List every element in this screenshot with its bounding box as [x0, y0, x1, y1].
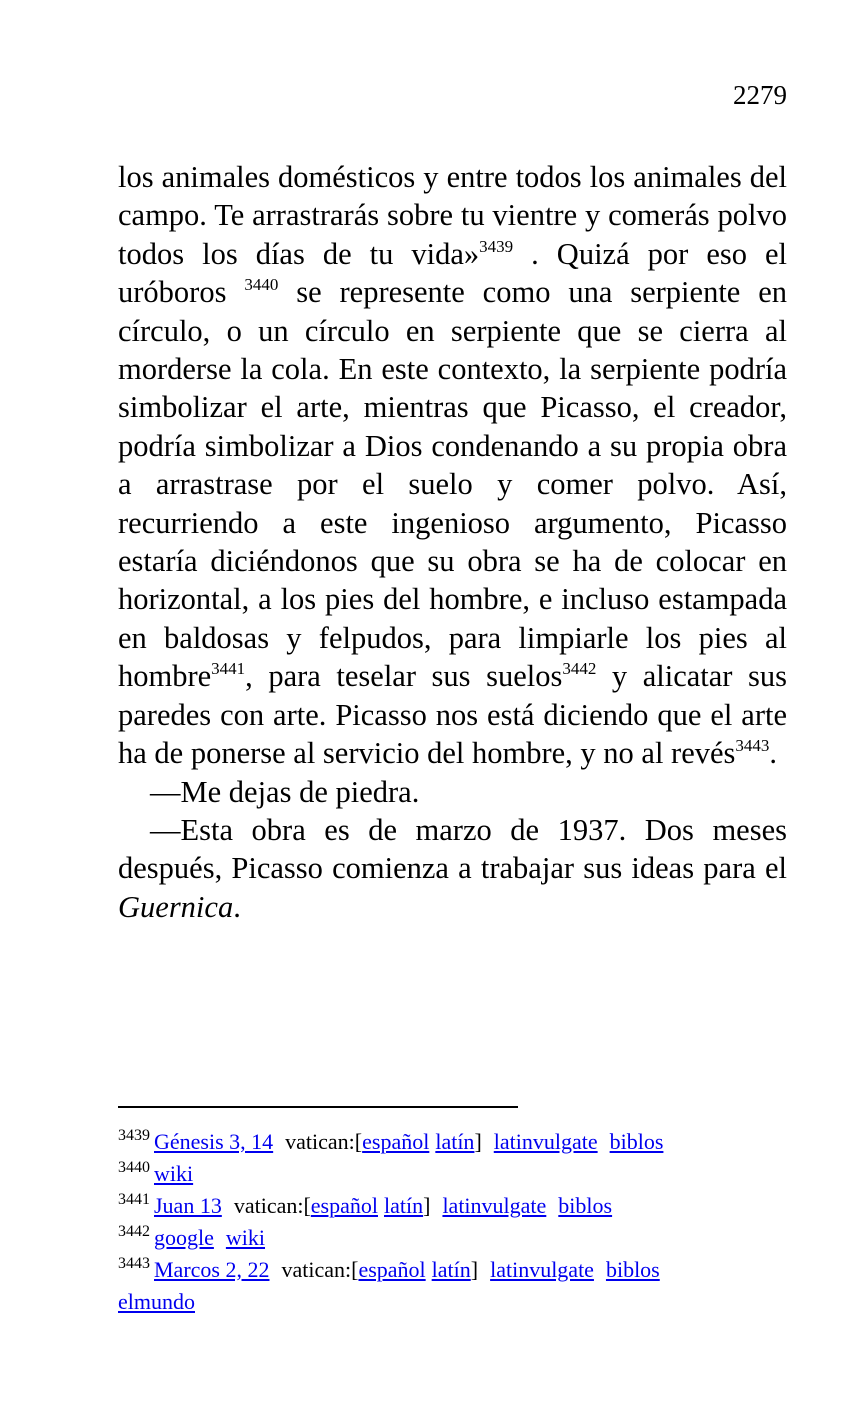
text-segment: los animales domésticos y entre todos los animales del campo. Te arrastrarás sobre tu vientre y comerás polvo todos los días de tu vida» [118, 160, 787, 271]
vatican-label: vatican:[ [281, 1257, 359, 1282]
link-latin[interactable]: latín [384, 1193, 424, 1218]
footnote-number: 3442 [118, 1223, 150, 1240]
vatican-label: vatican:[ [285, 1129, 363, 1154]
footnote-number: 3443 [118, 1255, 150, 1272]
body-text [118, 158, 787, 926]
paragraph-2: —Me dejas de piedra. [150, 774, 420, 809]
link-latin[interactable]: latín [431, 1257, 471, 1282]
link-biblos[interactable]: biblos [605, 1257, 660, 1282]
text-segment: , para teselar sus suelos [245, 659, 563, 694]
footnote-number: 3439 [118, 1127, 150, 1144]
link-juan[interactable]: Juan 13 [154, 1193, 222, 1218]
link-genesis[interactable]: Génesis 3, 14 [154, 1129, 274, 1154]
footnote-3443 [118, 1254, 787, 1286]
footnote-3443-cont [118, 1286, 787, 1318]
link-espanol[interactable]: español [358, 1257, 426, 1282]
link-google[interactable]: google [154, 1225, 214, 1250]
bracket-close: ] [470, 1257, 479, 1282]
bracket-close: ] [423, 1193, 431, 1218]
paragraph-3 [118, 811, 787, 926]
paragraph-1 [118, 158, 787, 773]
link-espanol[interactable]: español [310, 1193, 378, 1218]
link-elmundo[interactable]: elmundo [118, 1289, 195, 1314]
link-latin[interactable]: latín [435, 1129, 475, 1154]
footnote-ref-3439: 3439 [479, 236, 514, 256]
footnote-ref-3442: 3442 [562, 659, 597, 679]
footnote-3441 [118, 1190, 787, 1222]
footnote-ref-3443: 3443 [735, 736, 770, 756]
footnote-number: 3440 [118, 1159, 150, 1176]
link-latinvulgate[interactable]: latinvulgate [442, 1193, 547, 1218]
link-biblos[interactable]: biblos [558, 1193, 613, 1218]
link-espanol[interactable]: español [362, 1129, 430, 1154]
footnote-ref-3440: 3440 [244, 275, 279, 295]
footnote-divider [118, 1106, 518, 1108]
footnote-number: 3441 [118, 1191, 150, 1208]
link-biblos[interactable]: biblos [609, 1129, 664, 1154]
footnote-ref-3441: 3441 [211, 659, 246, 679]
page-number: 2279 [733, 80, 787, 110]
italic-title: Guernica [118, 889, 234, 924]
footnote-3440 [118, 1158, 787, 1190]
link-latinvulgate[interactable]: latinvulgate [490, 1257, 594, 1282]
text-segment: . [233, 889, 241, 924]
footnote-3439 [118, 1126, 787, 1158]
link-wiki[interactable]: wiki [225, 1225, 266, 1250]
bracket-close: ] [474, 1129, 482, 1154]
link-wiki[interactable]: wiki [154, 1161, 194, 1186]
text-segment: . [769, 736, 778, 771]
text-segment: se represente como una serpiente en círculo, o un círculo en serpiente que se cierra al morderse la cola. En este contexto, la serpiente podría simbolizar el arte, mientras que Picasso, el creador, podría simbolizar a Dios condenando a su propia obra a arrastrase por el suelo y comer polvo. Así, recurriendo a este ingenioso argumento, Picasso estaría diciéndonos que su obra se ha de colocar en horizontal, a los pies del hombre, e incluso estampada en baldosas y felpudos, para limpiarle los pies al hombre [118, 275, 788, 694]
text-segment: —Esta obra es de marzo de 1937. Dos meses después, Picasso comienza a trabajar sus ideas para el [118, 812, 787, 886]
text-segment: y alicatar sus paredes con arte. Picasso nos está diciendo que el arte ha de ponerse al servicio del hombre, y no al revés [118, 659, 788, 771]
vatican-label: vatican:[ [233, 1193, 311, 1218]
footnote-3442 [118, 1222, 787, 1254]
link-marcos[interactable]: Marcos 2, 22 [154, 1257, 270, 1282]
link-latinvulgate[interactable]: latinvulgate [493, 1129, 598, 1154]
footnotes [118, 1126, 787, 1318]
text-segment: . Quizá por eso el uróboros [118, 236, 787, 310]
